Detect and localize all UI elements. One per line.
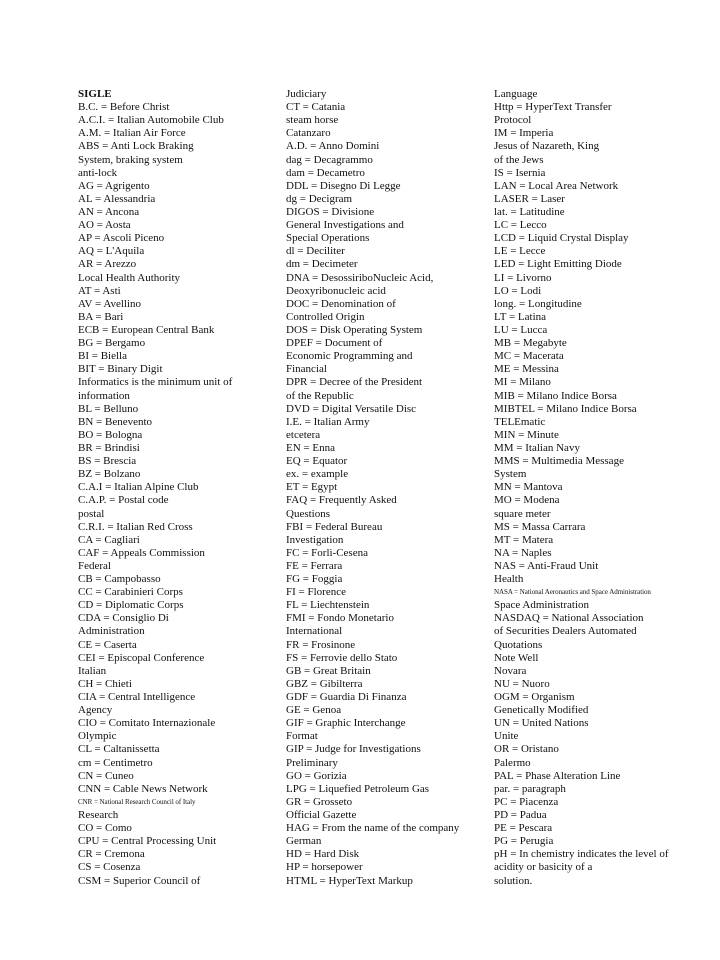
abbreviation-line: CIA = Central Intelligence: [78, 691, 196, 704]
abbreviation-line: LPG = Liquefied Petroleum Gas: [286, 782, 430, 795]
abbreviation-line: FC = Forlì-Cesena: [286, 546, 368, 559]
abbreviation-line: Quotations: [494, 638, 543, 651]
abbreviation-line: Preliminary: [286, 756, 338, 769]
abbreviation-line: CH = Chieti: [78, 677, 132, 690]
abbreviation-line: FG = Foggia: [286, 573, 343, 586]
abbreviation-line: Informatics is the minimum unit of: [78, 376, 233, 389]
abbreviation-line: cm = Centimetro: [78, 756, 153, 769]
abbreviation-line: DOC = Denomination of: [286, 297, 396, 310]
abbreviation-line: Research: [78, 809, 119, 822]
abbreviation-line: GO = Gorizia: [286, 769, 347, 782]
abbreviation-line: MM = Italian Navy: [494, 441, 580, 454]
abbreviation-line: MMS = Multimedia Message: [494, 455, 624, 468]
abbreviation-line: steam horse: [286, 114, 339, 127]
abbreviation-line: AG = Agrigento: [78, 179, 150, 192]
abbreviation-line: CA = Cagliari: [78, 533, 140, 546]
abbreviation-line: Palermo: [494, 756, 531, 769]
abbreviation-line: FMI = Fondo Monetario: [286, 612, 394, 625]
abbreviation-line: C.A.P. = Postal code: [78, 494, 169, 507]
abbreviation-line: CS = Cosenza: [78, 861, 141, 874]
abbreviation-line: Special Operations: [286, 232, 370, 245]
abbreviation-line: FL = Liechtenstein: [286, 599, 370, 612]
abbreviation-line: BL = Belluno: [78, 402, 139, 415]
abbreviation-line: CNR = National Research Council of Italy: [78, 797, 196, 806]
abbreviation-line: of the Jews: [494, 153, 544, 166]
abbreviation-line: System, braking system: [78, 153, 183, 166]
abbreviation-line: TELEmatic: [494, 415, 546, 428]
abbreviation-line: ABS = Anti Lock Braking: [78, 140, 194, 153]
abbreviation-line: PE = Pescara: [494, 822, 553, 835]
abbreviation-line: GR = Grosseto: [286, 795, 353, 808]
abbreviation-line: Italian: [78, 664, 107, 677]
abbreviation-line: Protocol: [494, 114, 532, 127]
abbreviation-line: BI = Biella: [78, 350, 127, 363]
abbreviation-line: German: [286, 835, 322, 848]
abbreviation-line: CN = Cuneo: [78, 769, 134, 782]
abbreviation-line: of the Republic: [286, 389, 354, 402]
abbreviation-line: CT = Catania: [286, 101, 346, 114]
abbreviation-line: GIP = Judge for Investigations: [286, 743, 421, 756]
abbreviation-line: HAG = From the name of the company: [286, 822, 460, 835]
abbreviation-line: BZ = Bolzano: [78, 468, 141, 481]
abbreviation-line: Economic Programming and: [286, 350, 413, 363]
abbreviation-line: DNA = DesossiriboNucleic Acid,: [286, 271, 434, 284]
abbreviation-line: of Securities Dealers Automated: [494, 625, 637, 638]
abbreviation-line: Novara: [494, 664, 527, 677]
abbreviation-line: LI = Livorno: [494, 271, 552, 284]
abbreviation-line: Unite: [494, 730, 519, 743]
column-2: [286, 88, 491, 888]
abbreviation-line: ME = Messina: [494, 363, 559, 376]
abbreviation-line: B.C. = Before Christ: [78, 101, 170, 114]
abbreviation-line: I.E. = Italian Army: [286, 415, 370, 428]
abbreviation-line: NASDAQ = National Association: [494, 612, 644, 625]
abbreviation-line: Deoxyribonucleic acid: [286, 284, 386, 297]
abbreviation-line: BA = Bari: [78, 310, 124, 323]
abbreviation-line: PG = Perugia: [494, 835, 554, 848]
abbreviation-line: GIF = Graphic Interchange: [286, 717, 406, 730]
abbreviation-line: CE = Caserta: [78, 638, 137, 651]
abbreviation-line: C.R.I. = Italian Red Cross: [78, 520, 193, 533]
abbreviation-line: Olympic: [78, 730, 117, 743]
abbreviation-line: GE = Genoa: [286, 704, 342, 717]
abbreviation-line: CIO = Comitato Internazionale: [78, 717, 216, 730]
abbreviation-line: A.M. = Italian Air Force: [78, 127, 186, 140]
abbreviation-line: Administration: [78, 625, 145, 638]
abbreviation-line: CC = Carabinieri Corps: [78, 586, 183, 599]
abbreviation-line: DOS = Disk Operating System: [286, 323, 423, 336]
abbreviation-line: MO = Modena: [494, 494, 560, 507]
abbreviation-line: BG = Bergamo: [78, 337, 146, 350]
abbreviation-line: International: [286, 625, 343, 638]
abbreviation-line: Note Well: [494, 651, 539, 664]
abbreviation-line: Questions: [286, 507, 330, 520]
abbreviation-line: FR = Frosinone: [286, 638, 356, 651]
abbreviation-line: long. = Longitudine: [494, 297, 582, 310]
abbreviation-line: LAN = Local Area Network: [494, 179, 619, 192]
abbreviation-line: BO = Bologna: [78, 428, 143, 441]
abbreviation-line: DPR = Decree of the President: [286, 376, 423, 389]
abbreviation-line: NA = Naples: [494, 546, 552, 559]
abbreviation-line: PAL = Phase Alteration Line: [494, 769, 621, 782]
abbreviation-line: BR = Brindisi: [78, 441, 140, 454]
abbreviation-line: MS = Massa Carrara: [494, 520, 586, 533]
abbreviation-line: A.C.I. = Italian Automobile Club: [78, 114, 224, 127]
abbreviation-line: AQ = L'Aquila: [78, 245, 145, 258]
abbreviation-line: Jesus of Nazareth, King: [494, 140, 600, 153]
abbreviation-line: NU = Nuoro: [494, 677, 550, 690]
abbreviation-line: Genetically Modified: [494, 704, 589, 717]
abbreviation-line: FE = Ferrara: [286, 559, 343, 572]
abbreviation-line: BN = Benevento: [78, 415, 153, 428]
abbreviation-line: CPU = Central Processing Unit: [78, 835, 217, 848]
abbreviation-line: ex. = example: [286, 468, 349, 481]
abbreviation-line: Judiciary: [286, 88, 327, 100]
abbreviation-line: LED = Light Emitting Diode: [494, 258, 622, 271]
abbreviation-line: MIB = Milano Indice Borsa: [494, 389, 617, 402]
abbreviation-line: AP = Ascoli Piceno: [78, 232, 165, 245]
abbreviation-line: Agency: [78, 704, 113, 717]
abbreviation-line: Investigation: [286, 533, 344, 546]
abbreviation-line: Controlled Origin: [286, 310, 365, 323]
abbreviation-line: AO = Aosta: [78, 219, 131, 232]
abbreviation-line: DIGOS = Divisione: [286, 205, 375, 218]
abbreviation-line: A.D. = Anno Domini: [286, 140, 380, 153]
abbreviation-line: MIBTEL = Milano Indice Borsa: [494, 402, 637, 415]
abbreviation-line: DPEF = Document of: [286, 337, 383, 350]
abbreviation-line: PD = Padua: [494, 809, 547, 822]
abbreviation-line: information: [78, 389, 130, 402]
abbreviation-line: FBI = Federal Bureau: [286, 520, 383, 533]
abbreviation-line: EN = Enna: [286, 441, 335, 454]
abbreviation-line: CNN = Cable News Network: [78, 782, 208, 795]
abbreviation-line: ECB = European Central Bank: [78, 323, 215, 336]
abbreviation-line: C.A.I = Italian Alpine Club: [78, 481, 199, 494]
abbreviation-line: Format: [286, 730, 318, 743]
abbreviation-line: EQ = Equator: [286, 455, 348, 468]
column-3: [494, 88, 699, 888]
abbreviation-line: BS = Brescia: [78, 455, 137, 468]
abbreviation-line: LE = Lecce: [494, 245, 546, 258]
abbreviation-line: FI = Florence: [286, 586, 346, 599]
abbreviation-line: Official Gazette: [286, 809, 357, 822]
abbreviation-line: postal: [78, 507, 105, 520]
abbreviation-line: LASER = Laser: [494, 192, 565, 205]
abbreviation-line: AN = Ancona: [78, 205, 140, 218]
abbreviation-line: CDA = Consiglio Di: [78, 612, 169, 625]
abbreviation-line: MIN = Minute: [494, 428, 559, 441]
abbreviation-line: NAS = Anti-Fraud Unit: [494, 559, 599, 572]
abbreviation-line: Health: [494, 573, 524, 586]
abbreviation-line: ET = Egypt: [286, 481, 338, 494]
column-1: [78, 88, 283, 888]
abbreviation-line: square meter: [494, 507, 551, 520]
abbreviation-line: IS = Isernia: [494, 166, 546, 179]
abbreviation-line: System: [494, 468, 527, 481]
abbreviation-line: FAQ = Frequently Asked: [286, 494, 397, 507]
abbreviation-line: dam = Decametro: [286, 166, 365, 179]
abbreviation-line: Language: [494, 88, 538, 100]
abbreviation-line: IM = Imperia: [494, 127, 554, 140]
abbreviation-line: MT = Matera: [494, 533, 554, 546]
abbreviation-line: CR = Cremona: [78, 848, 145, 861]
abbreviation-line: OGM = Organism: [494, 691, 575, 704]
abbreviation-line: CEI = Episcopal Conference: [78, 651, 205, 664]
abbreviation-line: MC = Macerata: [494, 350, 564, 363]
abbreviation-line: AR = Arezzo: [78, 258, 137, 271]
abbreviation-line: Catanzaro: [286, 127, 331, 140]
abbreviation-line: LC = Lecco: [494, 219, 547, 232]
abbreviation-line: HP = horsepower: [286, 861, 363, 874]
abbreviation-line: dm = Decimeter: [286, 258, 358, 271]
abbreviation-line: dg = Decigram: [286, 192, 353, 205]
abbreviation-line: MB = Megabyte: [494, 337, 567, 350]
abbreviation-line: CAF = Appeals Commission: [78, 546, 205, 559]
abbreviation-line: AL = Alessandria: [78, 192, 156, 205]
abbreviation-line: LU = Lucca: [494, 323, 548, 336]
abbreviation-line: par. = paragraph: [494, 782, 566, 795]
section-heading: SIGLE: [78, 88, 112, 100]
abbreviation-line: OR = Oristano: [494, 743, 559, 756]
abbreviation-line: pH = In chemistry indicates the level of: [494, 848, 669, 861]
abbreviation-line: GB = Great Britain: [286, 664, 371, 677]
abbreviation-line: dl = Deciliter: [286, 245, 345, 258]
abbreviation-line: acidity or basicity of a: [494, 861, 593, 874]
abbreviation-line: Federal: [78, 559, 111, 572]
abbreviation-line: DDL = Disegno Di Legge: [286, 179, 401, 192]
abbreviation-line: HD = Hard Disk: [286, 848, 360, 861]
abbreviation-line: LO = Lodi: [494, 284, 542, 297]
abbreviation-line: GBZ = Gibilterra: [286, 677, 363, 690]
abbreviation-line: CSM = Superior Council of: [78, 874, 201, 887]
abbreviation-line: Local Health Authority: [78, 271, 181, 284]
abbreviation-line: MI = Milano: [494, 376, 551, 389]
abbreviation-line: DVD = Digital Versatile Disc: [286, 402, 417, 415]
abbreviation-line: UN = United Nations: [494, 717, 589, 730]
abbreviation-line: CB = Campobasso: [78, 573, 161, 586]
abbreviation-line: HTML = HyperText Markup: [286, 874, 413, 887]
abbreviation-line: Space Administration: [494, 599, 590, 612]
abbreviation-line: NASA = National Aeronautics and Space Administration: [494, 588, 651, 597]
abbreviation-line: CO = Como: [78, 822, 132, 835]
abbreviation-line: GDF = Guardia Di Finanza: [286, 691, 407, 704]
abbreviation-line: LT = Latina: [494, 310, 547, 323]
abbreviation-line: solution.: [494, 874, 533, 887]
abbreviation-line: AV = Avellino: [78, 297, 142, 310]
abbreviation-line: AT = Asti: [78, 284, 121, 297]
abbreviation-line: MN = Mantova: [494, 481, 563, 494]
abbreviation-line: etcetera: [286, 428, 321, 441]
abbreviation-line: Http = HyperText Transfer: [494, 101, 612, 114]
abbreviation-line: LCD = Liquid Crystal Display: [494, 232, 629, 245]
abbreviation-line: CD = Diplomatic Corps: [78, 599, 184, 612]
abbreviation-line: PC = Piacenza: [494, 795, 559, 808]
abbreviation-line: FS = Ferrovie dello Stato: [286, 651, 398, 664]
abbreviation-line: Financial: [286, 363, 327, 376]
abbreviation-line: lat. = Latitudine: [494, 205, 565, 218]
abbreviation-line: BIT = Binary Digit: [78, 363, 163, 376]
abbreviation-line: dag = Decagrammo: [286, 153, 373, 166]
abbreviation-line: anti-lock: [78, 166, 118, 179]
abbreviation-line: General Investigations and: [286, 219, 404, 232]
abbreviation-line: CL = Caltanissetta: [78, 743, 160, 756]
